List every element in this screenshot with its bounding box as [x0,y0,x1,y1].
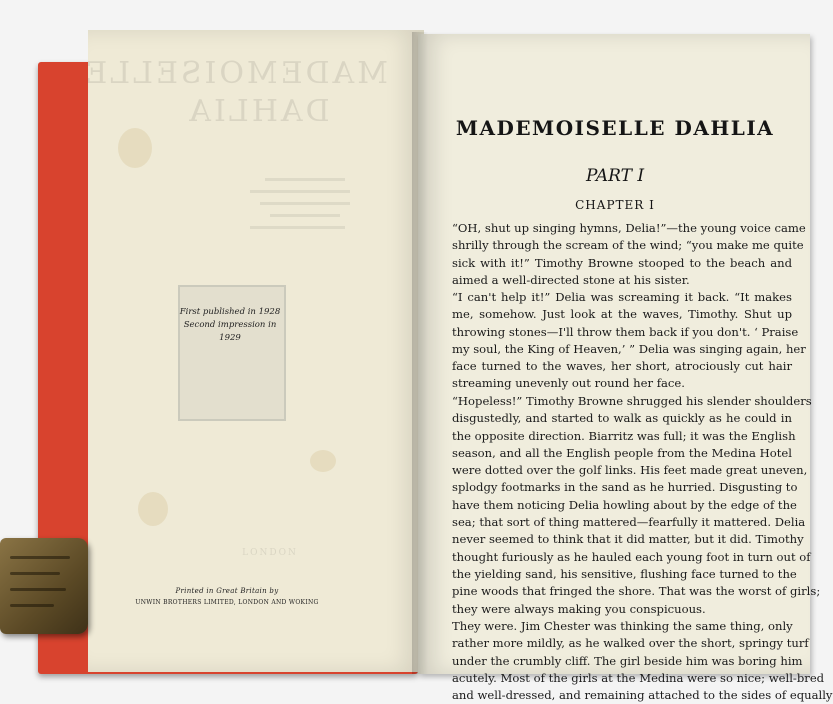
paragraph-4 [452,618,833,704]
text-line: never seemed to think that it did matter, but it did. Timothy [452,532,804,547]
text-line: under the crumbly cliff. The girl beside him was boring him [452,653,803,668]
text-line: the yielding sand, his sensitive, flushing face turned to the [452,566,797,581]
book-gutter [412,32,428,674]
printer-line-2: UNWIN BROTHERS LIMITED, LONDON AND WOKING [135,599,319,606]
brass-page-holder [0,538,88,634]
text-line: acutely. Most of the girls at the Medina were so nice; well-bred [452,670,825,685]
text-line: splodgy footmarks in the sand as he hurried. Disgusting to [452,480,798,495]
text-line: face turned to the waves, her short, atrociously cut hair [452,359,792,374]
text-line: “I can't help it!” Delia was screaming it back. “It makes [452,290,792,304]
show-through-title-line2: DAHLIA [186,94,330,129]
text-line: have them noticing Delia howling about by the edge of the [452,497,797,512]
holder-groove [10,572,60,575]
text-line: throwing stones—I'll throw them back if you don't. ‘ Praise [452,324,799,339]
text-line: aimed a well-directed stone at his sister. [452,272,690,287]
text-line: streaming unevenly out round her face. [452,376,685,391]
book-title: MADEMOISELLE DAHLIA [455,116,775,140]
text-line: and well-dressed, and remaining attached to the sides of equally [452,688,833,703]
text-line: shrilly through the scream of the wind; “you make me quite [452,238,804,253]
text-line: season, and all the English people from the Medina Hotel [452,445,792,460]
holder-groove [10,604,54,607]
text-line: “OH, shut up singing hymns, Delia!”—the young voice came [452,221,806,235]
text-line: were dotted over the golf links. His feet made great uneven, [452,463,808,478]
first-published-line: First published in 1928 [179,307,281,317]
foxing-stain [118,128,152,168]
text-line: they were always making you conspicuous. [452,601,706,616]
foxing-stain [310,450,336,472]
text-line: the opposite direction. Biarritz was full; it was the English [452,428,796,443]
text-line: disgustedly, and started to walk as quickly as he could in [452,411,792,426]
publication-info [174,306,286,345]
text-line: me, somehow. Just look at the waves, Timothy. Shut up [452,307,792,322]
text-line: sick with it!” Timothy Browne stooped to the beach and [452,255,792,270]
show-through-imprint: LONDON [242,548,298,558]
text-line: pine woods that fringed the shore. That was the worst of girls; [452,584,821,599]
text-line: my soul, the King of Heaven,’ ” Delia was singing again, her [452,341,806,356]
show-through-lines [250,178,360,238]
text-line: They were. Jim Chester was thinking the same thing, only [452,619,793,633]
text-line: rather more mildly, as he walked over the short, springy turf [452,636,809,651]
second-impression-line: Second impression in 1929 [183,320,277,343]
chapter-heading: CHAPTER I [575,198,655,212]
paragraph-2 [452,289,806,393]
printer-credit [122,586,332,608]
holder-groove [10,588,66,591]
paragraph-3 [452,393,821,618]
holder-groove [10,556,70,559]
part-heading: PART I [585,166,645,186]
text-line: thought furiously as he hauled each young foot in turn out of [452,549,811,564]
foxing-stain [138,492,168,526]
text-line: sea; that sort of thing mattered—fearfully it mattered. Delia [452,515,806,530]
show-through-title-line1: MADEMOISELLE [82,56,388,91]
printer-line-1: Printed in Great Britain by [175,587,279,595]
text-line: “Hopeless!” Timothy Browne shrugged his slender shoulders [452,394,812,408]
paragraph-1 [452,220,806,289]
